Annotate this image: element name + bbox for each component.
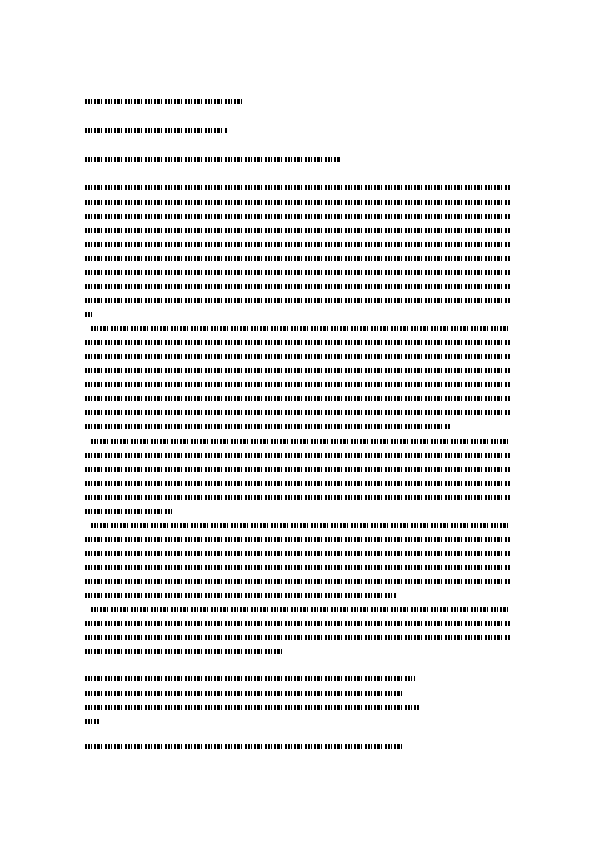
body-text-line	[91, 523, 511, 529]
body-text-line	[91, 439, 511, 445]
body-text-line	[85, 396, 511, 402]
body-text-line	[85, 495, 511, 501]
body-text-line	[85, 453, 511, 459]
body-text-line	[85, 719, 99, 725]
body-text-line	[85, 270, 511, 276]
body-text-line	[85, 676, 415, 682]
body-text-line	[85, 214, 511, 220]
body-text-line	[85, 509, 173, 515]
header-line-2	[85, 128, 228, 134]
body-text-line	[85, 354, 511, 360]
body-text-line	[85, 185, 511, 191]
body-text-line	[85, 691, 405, 697]
body-text-line	[85, 298, 511, 304]
body-text-line	[85, 410, 511, 416]
body-text-line	[85, 621, 511, 627]
body-text-line	[85, 565, 511, 571]
body-text-line	[85, 537, 511, 543]
body-text-line	[85, 705, 419, 711]
body-text-line	[85, 284, 511, 290]
body-text-line	[85, 649, 285, 655]
body-text-line	[91, 326, 511, 332]
body-text-line	[85, 340, 511, 346]
body-text-line	[85, 200, 511, 206]
body-text-line	[91, 607, 511, 613]
body-text-line	[85, 256, 511, 262]
body-text-line	[85, 467, 511, 473]
body-text-line	[85, 368, 511, 374]
body-text-line	[85, 228, 511, 234]
body-text-line	[85, 382, 511, 388]
body-text-line	[85, 593, 397, 599]
body-text-line	[85, 551, 511, 557]
body-text-line	[85, 312, 92, 318]
header-line-1	[85, 99, 242, 105]
body-text-line	[85, 424, 451, 430]
body-text-line	[85, 481, 511, 487]
body-text-line	[85, 579, 511, 585]
body-text-line	[85, 744, 405, 750]
body-text-line	[85, 242, 511, 248]
body-text-line	[85, 635, 511, 641]
section-heading	[85, 157, 341, 163]
